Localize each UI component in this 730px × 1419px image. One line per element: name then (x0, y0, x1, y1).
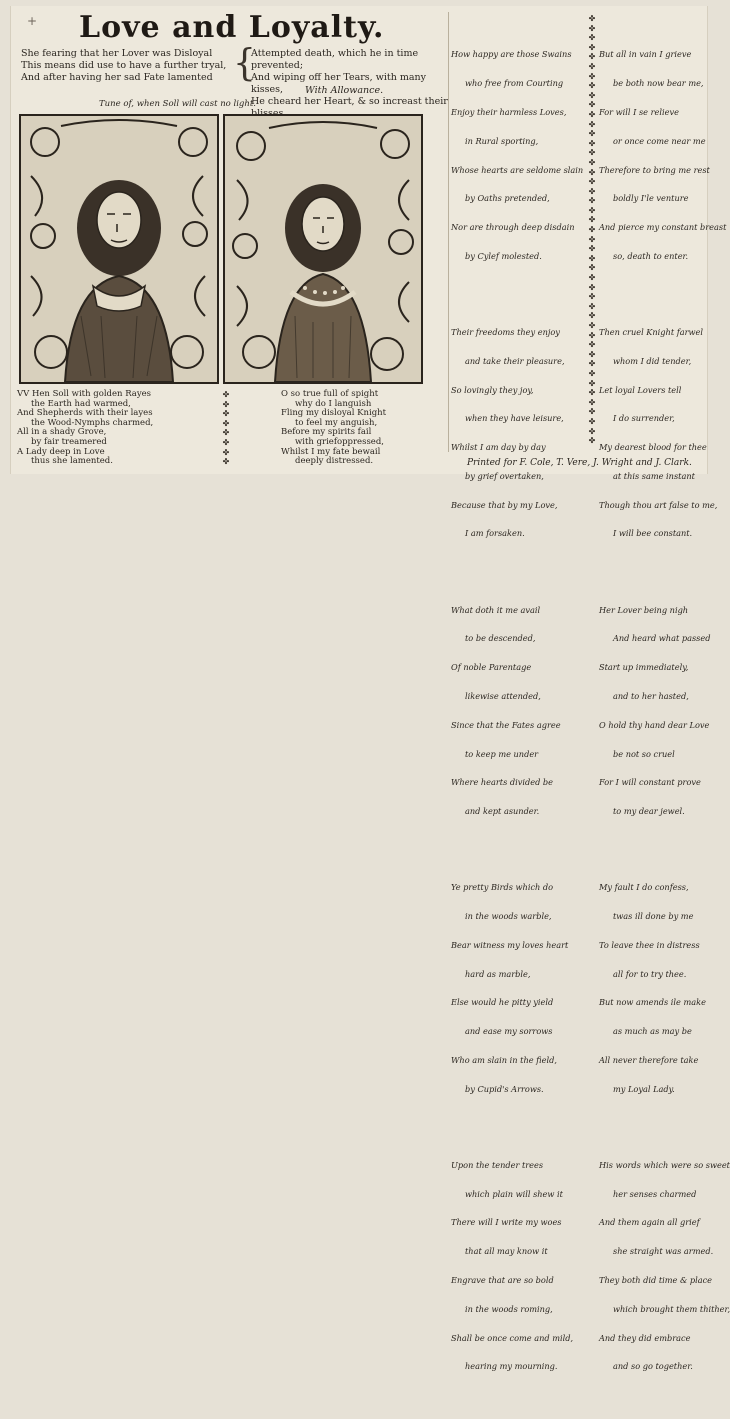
verse-line: His words which were so sweet (599, 1159, 730, 1170)
verse-line: to be descended, (465, 633, 536, 644)
verse-line: Then cruel Knight farwel (599, 327, 704, 337)
verse-line: And Shepherds with their layes (17, 408, 153, 419)
verse-line: Engrave that are so bold (451, 1275, 554, 1285)
stanza (599, 864, 707, 1113)
brace-ornament: { (233, 41, 256, 85)
verse-line: and ease my sorrows (465, 1026, 553, 1037)
verse-line: and kept asunder. (465, 806, 540, 817)
verse-line: Where hearts divided be (451, 777, 554, 788)
verse-line: Whose hearts are seldome slain (451, 164, 584, 175)
verse-line: whom I did tender, (613, 355, 692, 366)
intro-line: She fearing that her Lover was Disloyal (21, 48, 213, 59)
verse-line: There will I write my woes (451, 1217, 562, 1228)
verse-line: I do surrender, (613, 413, 675, 424)
woodcut-lady-image (225, 116, 421, 382)
verse-line: in the woods warble, (465, 911, 552, 922)
woodcut-gentleman-image (21, 116, 217, 382)
verse-line: And they did embrace (599, 1332, 691, 1343)
stanza (599, 309, 718, 558)
intro-right (251, 48, 461, 120)
verse-line: Bear witness my loves heart (451, 939, 569, 950)
verse-line: Who am slain in the field, (451, 1054, 557, 1065)
verse-line: boldly I'le venture (613, 193, 689, 204)
verse-line: Else would he pitty yield (451, 997, 554, 1008)
verse-line: My dearest blood for thee (599, 442, 707, 453)
stanza (599, 31, 727, 280)
verse-line: by fair treamered (31, 436, 107, 447)
verse-line: at this same instant (613, 470, 695, 481)
verse-line: when they have leisure, (465, 413, 564, 424)
ornament-column: ✤ ✤ ✤ ✤ ✤ ✤ ✤ ✤ (222, 390, 230, 467)
printer-imprint: Printed for F. Cole, T. Vere, J. Wright and J. Clark. (467, 458, 692, 468)
intro-line: Attempted death, which he in time prevented; (251, 48, 419, 71)
verse-line: which plain will shew it (465, 1188, 563, 1199)
verse-line: Whilst I am day by day (451, 442, 546, 453)
verse-line: be not so cruel (613, 748, 675, 759)
verse-line: and take their pleasure, (465, 355, 565, 366)
verse-line: hard as marble, (465, 968, 531, 979)
verse-line: O hold thy hand dear Love (599, 719, 710, 730)
verse-opening (17, 390, 167, 467)
verse-line: Start up immediately, (599, 662, 689, 673)
verse-line: Though thou art false to me, (599, 499, 718, 510)
verse-line: And pierce my constant breast (599, 222, 727, 233)
intro-line: This means did use to have a further tryal, (21, 60, 227, 71)
verse-line: And them again all grief (599, 1217, 700, 1228)
verse-line: Nor are through deep disdain (451, 222, 575, 233)
broadside-sheet (10, 6, 730, 1372)
woodcut-lady (223, 114, 423, 384)
verse-line: which brought them thither, (613, 1303, 730, 1314)
verse-line: her senses charmed (613, 1188, 697, 1199)
verse-line: But all in vain I grieve (599, 49, 692, 60)
verse-line: likewise attended, (465, 690, 541, 701)
verse-line: Enjoy their harmless Loves, (451, 106, 567, 117)
verse-line: by Cylef molested. (465, 250, 542, 261)
verse-line: To leave thee in distress (599, 939, 700, 950)
verse-line: as much as may be (613, 1026, 692, 1037)
verse-line: VV Hen Soll with golden Rayes (17, 389, 152, 399)
verse-line: A Lady deep in Love (17, 446, 105, 457)
verse-line: Shall be once come and mild, (451, 1332, 574, 1343)
verse-line: Because that by my Love, (451, 499, 558, 510)
verse-line: and to her hasted, (613, 690, 689, 701)
woodcut-gentleman (19, 114, 219, 384)
verse-line: How happy are those Swains (451, 49, 572, 60)
verse-line: Upon the tender trees (451, 1159, 544, 1170)
verse-line: For will I se relieve (599, 106, 679, 117)
verse-line: Whilst I my fate bewail (281, 446, 381, 457)
verse-line: My fault I do confess, (599, 882, 689, 893)
verse-line: All in a shady Grove, (17, 427, 107, 438)
verse-line: So lovingly they joy, (451, 384, 534, 395)
stanza (451, 31, 585, 280)
allowance-note: With Allowance. (305, 85, 384, 96)
stanza (451, 309, 585, 558)
verse-line: Therefore to bring me rest (599, 164, 710, 175)
verse-line: or once come near me (613, 135, 706, 146)
verse-line: What doth it me avail (451, 604, 541, 615)
verse-line: twas ill done by me (613, 911, 694, 922)
verse-line: thus she lamented. (31, 456, 113, 467)
verse-line: Their freedoms they enjoy (451, 327, 560, 337)
verse-line: all for to try thee. (613, 968, 687, 979)
verse-line: O so true full of spight (281, 389, 379, 399)
verse-line: be both now bear me, (613, 78, 704, 89)
verse-line: my Loyal Lady. (613, 1083, 675, 1094)
verse-line: Fling my disloyal Knight (281, 408, 387, 419)
verse-line: And heard what passed (613, 633, 711, 644)
verse-line: All never therefore take (599, 1054, 699, 1065)
intro-line: And after having her sad Fate lamented (21, 72, 213, 83)
verse-line: deeply distressed. (295, 456, 374, 467)
ornament-column-right: ✤ ✤ ✤ ✤ ✤ ✤ ✤ ✤ ✤ ✤ ✤ ✤ ✤ ✤ ✤ ✤ ✤ ✤ ✤ ✤ ✤ ✤ ✤ ✤ ✤ ✤ ✤ ✤ ✤ ✤ ✤ ✤ ✤ ✤ ✤ ✤ ✤ ✤ ✤ ✤ ✤ ✤ ✤ ✤ ✤ (588, 14, 596, 446)
verse-line: the Earth had warmed, (31, 398, 131, 409)
verse-line: Of noble Parentage (451, 662, 532, 673)
verse-line: to feel my anguish, (295, 417, 378, 428)
column-divider (448, 12, 449, 452)
verse-column-a (451, 12, 585, 1419)
verse-line: to keep me under (465, 748, 539, 759)
verse-line: so, death to enter. (613, 250, 689, 261)
verse-line: But now amends ile make (599, 997, 706, 1008)
verse-line: by Oaths pretended, (465, 193, 550, 204)
verse-line: who free from Courting (465, 78, 564, 89)
verse-line: with griefoppressed, (295, 436, 384, 447)
tune-note: Tune of, when Soll will cast no light. (99, 99, 256, 109)
verse-line: she straight was armed. (613, 1246, 714, 1257)
verse-second (281, 390, 441, 467)
intro-left (21, 48, 251, 84)
verse-line: by Cupid's Arrows. (465, 1083, 544, 1094)
verse-line: Let loyal Lovers tell (599, 384, 682, 395)
stanza (451, 586, 585, 835)
verse-column-b (599, 12, 730, 1419)
verse-line: For I will constant prove (599, 777, 701, 788)
verse-line: in the woods roming, (465, 1303, 553, 1314)
stanza (599, 1142, 730, 1391)
verse-line: Ye pretty Birds which do (451, 882, 554, 893)
verse-line: Her Lover being nigh (599, 604, 689, 615)
verse-line: and so go together. (613, 1361, 693, 1372)
stanza (451, 1142, 585, 1391)
verse-line: to my dear jewel. (613, 806, 685, 817)
verse-line: They both did time & place (599, 1275, 713, 1285)
intro-line: He cheard her Heart, & so increast their (251, 96, 448, 107)
verse-line: why do I languish (295, 398, 372, 409)
page-title: Love and Loyalty. (79, 10, 385, 45)
verse-line: Before my spirits fail (281, 427, 372, 438)
verse-line: hearing my mourning. (465, 1361, 558, 1372)
verse-line: Since that the Fates agree (451, 719, 561, 730)
verse-line: by grief overtaken, (465, 470, 544, 481)
corner-mark: + (27, 14, 38, 28)
stanza (599, 586, 711, 835)
verse-line: I am forsaken. (465, 528, 525, 539)
verse-line: that all may know it (465, 1246, 548, 1257)
verse-line: the Wood-Nymphs charmed, (31, 417, 154, 428)
verse-line: I will bee constant. (613, 528, 693, 539)
stanza (451, 864, 585, 1113)
verse-line: in Rural sporting, (465, 135, 539, 146)
intro-line: And wiping off her Tears, with many kisses, (251, 72, 427, 95)
